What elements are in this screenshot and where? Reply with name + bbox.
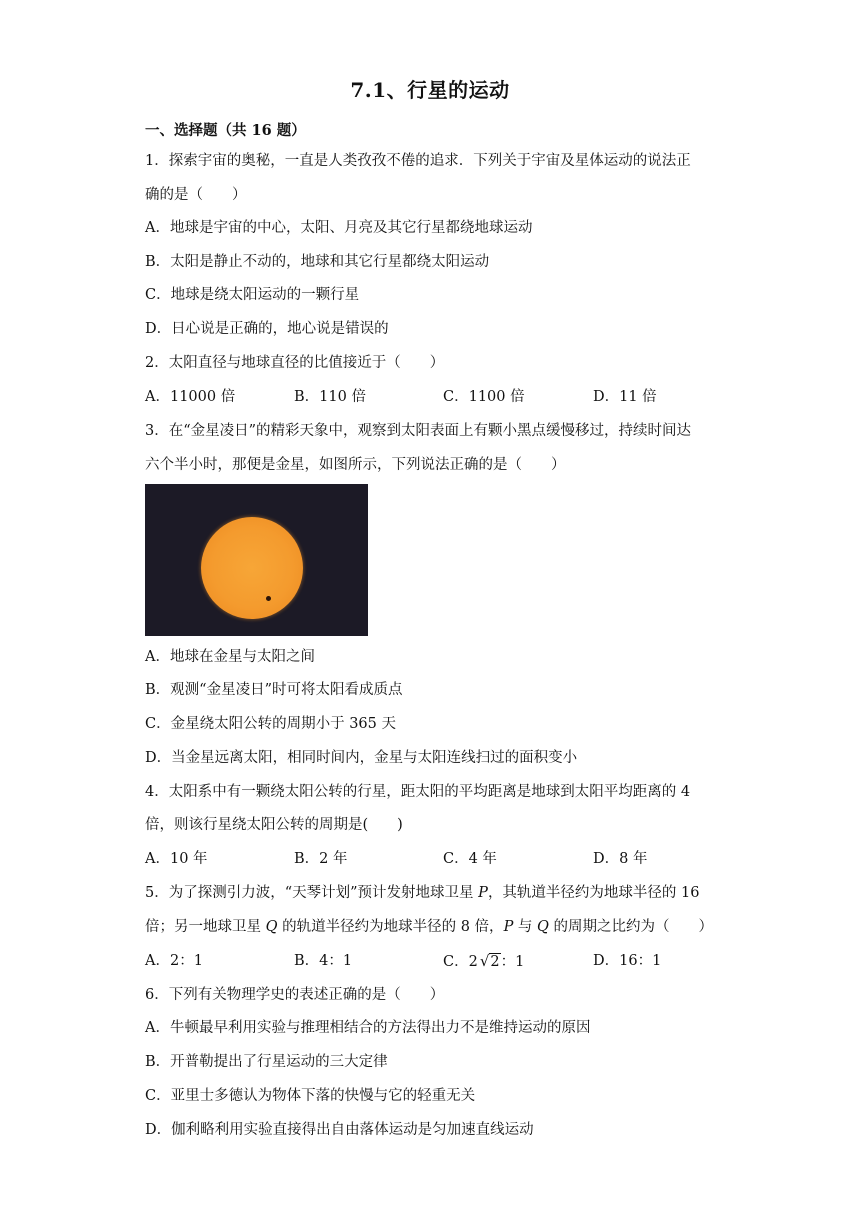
q5-option-d: D．16：1 (593, 953, 662, 969)
q5-text: 与 (513, 919, 538, 935)
venus-dot (266, 596, 271, 601)
q5-text: 的轨道半径约为地球半径的 8 倍， (277, 919, 504, 935)
sqrt-radicand: 2 (490, 954, 500, 970)
q1-option-a: A．地球是宇宙的中心，太阳、月亮及其它行星都绕地球运动 (145, 220, 533, 236)
q5-var-p: P (478, 885, 488, 901)
q4-option-d: D．8 年 (593, 851, 648, 867)
q2-option-c: C．1100 倍 (443, 389, 525, 405)
q3-option-d: D．当金星远离太阳，相同时间内，金星与太阳连线扫过的面积变小 (145, 750, 578, 766)
q5-option-a: A．2：1 (145, 953, 203, 969)
q1-stem-line1: 1．探索宇宙的奥秘，一直是人类孜孜不倦的追求．下列关于宇宙及星体运动的说法正 (145, 153, 691, 169)
venus-transit-photo (145, 484, 368, 636)
sun-disc (201, 517, 303, 619)
q5-stem-line1 (145, 883, 700, 903)
q4-option-b: B．2 年 (294, 851, 348, 867)
q2-option-a: A．11000 倍 (145, 389, 236, 405)
q1-option-c: C．地球是绕太阳运动的一颗行星 (145, 287, 360, 303)
q5-text: 的周期之比约为（ ） (548, 919, 714, 935)
q5-text: 5．为了探测引力波，“天琴计划”预计发射地球卫星 (145, 885, 479, 901)
q1-option-d: D．日心说是正确的，地心说是错误的 (145, 321, 389, 337)
q6-stem: 6．下列有关物理学史的表述正确的是（ ） (145, 987, 445, 1003)
q2-option-b: B．110 倍 (294, 389, 366, 405)
q6-option-a: A．牛顿最早利用实验与推理相结合的方法得出力不是维持运动的原因 (145, 1020, 591, 1036)
q3-stem-line2: 六个半小时，那便是金星，如图所示，下列说法正确的是（ ） (145, 457, 566, 473)
q3-option-b: B．观测“金星凌日”时可将太阳看成质点 (145, 682, 403, 698)
q2-option-d: D．11 倍 (593, 389, 657, 405)
q6-option-b: B．开普勒提出了行星运动的三大定律 (145, 1054, 388, 1070)
q2-stem: 2．太阳直径与地球直径的比值接近于（ ） (145, 355, 445, 371)
q4-option-c: C．4 年 (443, 851, 497, 867)
q3-stem-line1: 3．在“金星凌日”的精彩天象中，观察到太阳表面上有颗小黑点缓慢移过，持续时间达 (145, 423, 692, 439)
q3-option-a: A．地球在金星与太阳之间 (145, 649, 315, 665)
q5-var-p: P (503, 919, 514, 935)
q4-option-a: A．10 年 (145, 851, 208, 867)
q5-option-b: B．4：1 (294, 953, 353, 969)
q5-var-q: Q (537, 919, 549, 935)
q3-option-c: C．金星绕太阳公转的周期小于 365 天 (145, 716, 396, 732)
section-heading: 一、选择题（共 16 题） (145, 122, 306, 139)
q5-text: 倍；另一地球卫星 (145, 919, 266, 935)
q4-stem-line2: 倍，则该行星绕太阳公转的周期是( ) (145, 817, 403, 833)
q6-option-c: C．亚里士多德认为物体下落的快慢与它的轻重无关 (145, 1088, 476, 1104)
q5-stem-line2 (145, 917, 713, 937)
q5-option-c-suffix: ：1 (500, 954, 525, 970)
q5-text: ，其轨道半径约为地球半径的 16 (487, 885, 700, 901)
q5-option-c-prefix: C．2 (443, 954, 478, 970)
q1-option-b: B．太阳是静止不动的，地球和其它行星都绕太阳运动 (145, 254, 490, 270)
q4-stem-line1: 4．太阳系中有一颗绕太阳公转的行星，距太阳的平均距离是地球到太阳平均距离的 4 (145, 784, 691, 800)
q5-option-c (443, 951, 524, 972)
q5-var-q: Q (265, 919, 278, 935)
sqrt-symbol: √2 (479, 952, 500, 970)
q1-stem-line2: 确的是（ ） (145, 187, 247, 203)
page-title: 7.1、行星的运动 (350, 78, 510, 102)
q6-option-d: D．伽利略利用实验直接得出自由落体运动是匀加速直线运动 (145, 1122, 534, 1138)
